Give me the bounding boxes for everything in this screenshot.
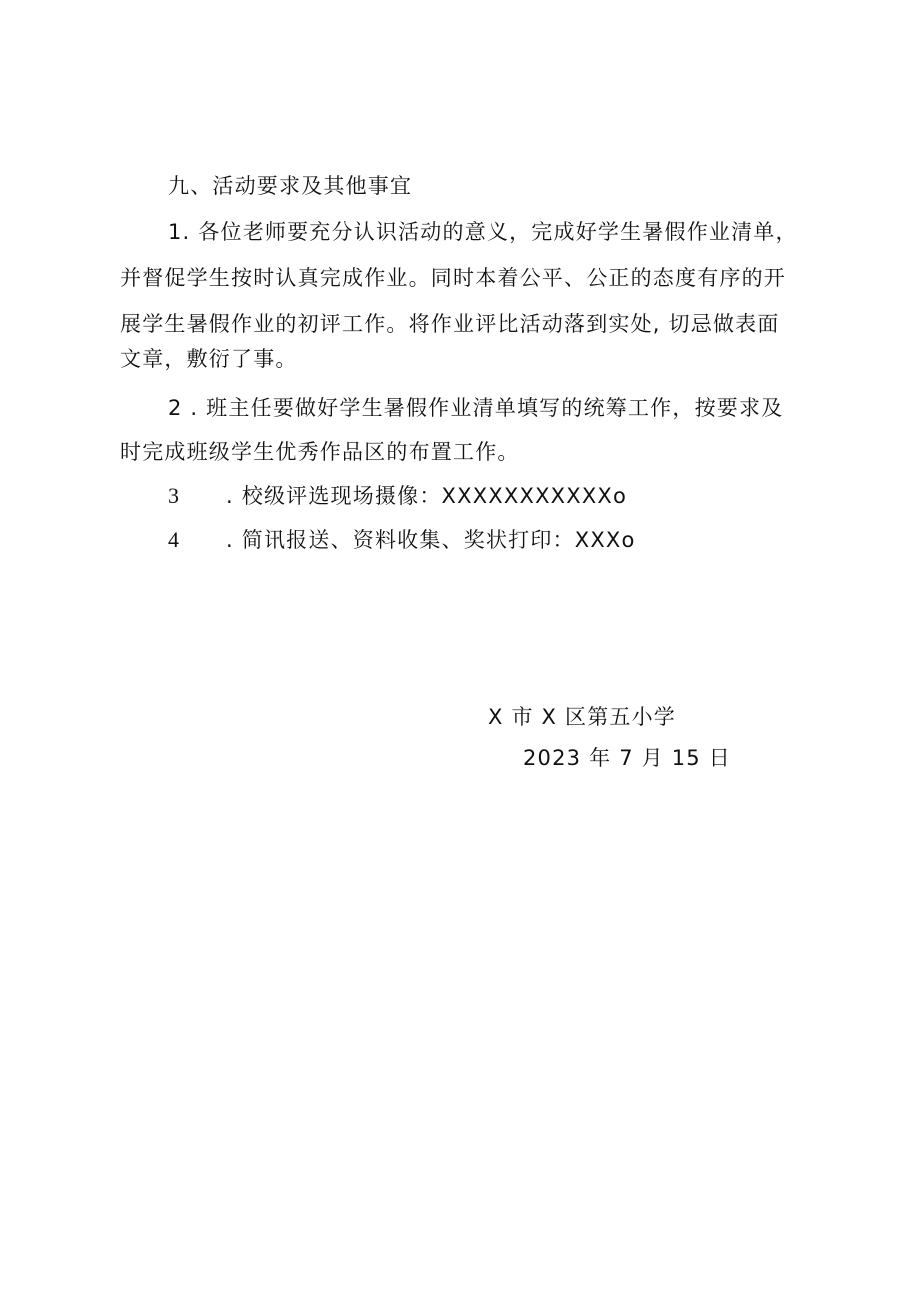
- item-4-text: . 简讯报送、资料收集、奖状打印：XXXo: [226, 528, 636, 552]
- item-1-line-3: 展学生暑假作业的初评工作。将作业评比活动落到实处, 切忌做表面: [120, 312, 780, 336]
- item-3-number: 3: [168, 483, 181, 508]
- item-2-line-2: 时完成班级学生优秀作品区的布置工作。: [120, 440, 520, 464]
- item-4: [168, 526, 636, 554]
- item-1-line-1: 1. 各位老师要充分认识活动的意义，完成好学生暑假作业清单，: [168, 220, 798, 244]
- signature-date: 2023 年 7 月 15 日: [523, 746, 731, 770]
- item-4-number: 4: [168, 527, 181, 552]
- signature-organization: X 市 X 区第五小学: [488, 705, 676, 729]
- item-1-line-4: 文章，敷衍了事。: [120, 347, 298, 371]
- section-heading: 九、活动要求及其他事宜: [168, 174, 413, 198]
- item-3-text: . 校级评选现场摄像：XXXXXXXXXXXo: [226, 484, 628, 508]
- item-2-line-1: 2 . 班主任要做好学生暑假作业清单填写的统筹工作，按要求及: [168, 396, 784, 420]
- item-1-line-2: 并督促学生按时认真完成作业。同时本着公平、公正的态度有序的开: [120, 266, 786, 290]
- item-3: [168, 482, 627, 510]
